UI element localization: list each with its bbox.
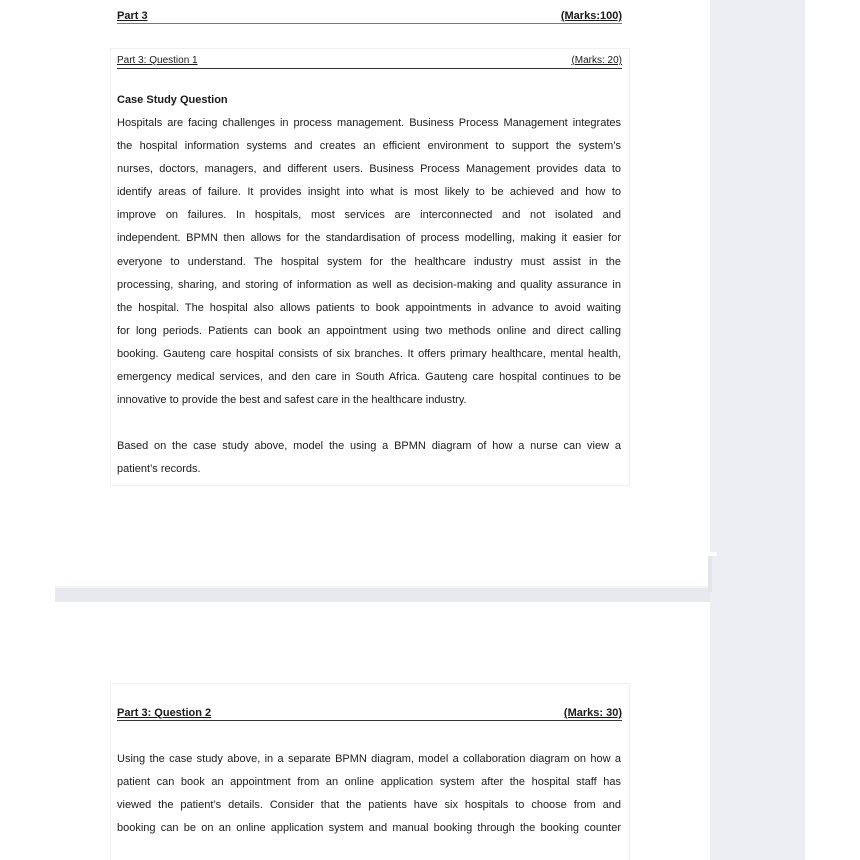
paragraph-line: booking. Gauteng care hospital consists of six branches. It offers primary healthcare, mental health, (117, 347, 621, 360)
question1-task (117, 435, 621, 481)
paragraph-line: independent. BPMN then allows for the standardisation of process modelling, making it easier for (117, 232, 621, 245)
paragraph-line: the hospital information systems and creates an efficient environment to support the system’s (117, 140, 621, 153)
paragraph-line: for long periods. Patients can book an appointment using two methods online and direct calling (117, 324, 621, 337)
task-line: Based on the case study above, model the using a BPMN diagram of how a nurse can view a (117, 440, 621, 452)
question1-marks: (Marks: 20) (571, 55, 622, 66)
task-line: patient’s records. (117, 463, 201, 476)
paragraph-line: improve on failures. In hospitals, most services are interconnected and not isolated and (117, 209, 621, 222)
task-line: Using the case study above, in a separate BPMN diagram, model a collaboration diagram on how a (117, 753, 621, 765)
question2-header (117, 706, 622, 721)
case-study-title: Case Study Question (117, 94, 228, 106)
paragraph-line: everyone to understand. The hospital system for the healthcare industry must assist in the (117, 255, 621, 268)
question1-header (117, 54, 622, 69)
task-line: viewed the patient’s details. Consider that the patients have six hospitals to choose from and (117, 799, 621, 812)
viewer-right-gutter (710, 0, 805, 860)
paragraph-line: emergency medical services, and den care in South Africa. Gauteng care hospital continues to be (117, 371, 621, 384)
paragraph-line: nurses, doctors, managers, and different users. Business Process Management provides data to (117, 163, 621, 176)
paragraph-line: Hospitals are facing challenges in process management. Business Process Management integrates (117, 117, 621, 129)
paragraph-line: innovative to provide the best and safest care in the healthcare industry. (117, 394, 467, 407)
part-marks: (Marks:100) (560, 10, 622, 22)
question2-task (117, 748, 621, 840)
question2-title: Part 3: Question 2 (117, 707, 212, 719)
question2-marks: (Marks: 30) (563, 707, 622, 719)
case-study-paragraph (117, 112, 621, 412)
task-line: patient can book an appointment from an online application system after the hospital staff has (117, 776, 621, 789)
question1-title: Part 3: Question 1 (117, 55, 198, 66)
part-header (117, 8, 622, 24)
paragraph-line: the hospital. The hospital also allows patients to book appointments in advance to avoid waiting (117, 301, 621, 314)
paragraph-line: identify areas of failure. It provides insight into what is most likely to be achieved and how to (117, 186, 621, 199)
paragraph-line: processing, sharing, and storing of information as well as decision-making and quality assurance in (117, 278, 621, 291)
part-title: Part 3 (117, 10, 148, 22)
task-line: booking can be on an online application system and manual booking through the booking counter (117, 822, 621, 835)
page-corner-shadow (708, 556, 712, 592)
page-separator (55, 588, 710, 602)
